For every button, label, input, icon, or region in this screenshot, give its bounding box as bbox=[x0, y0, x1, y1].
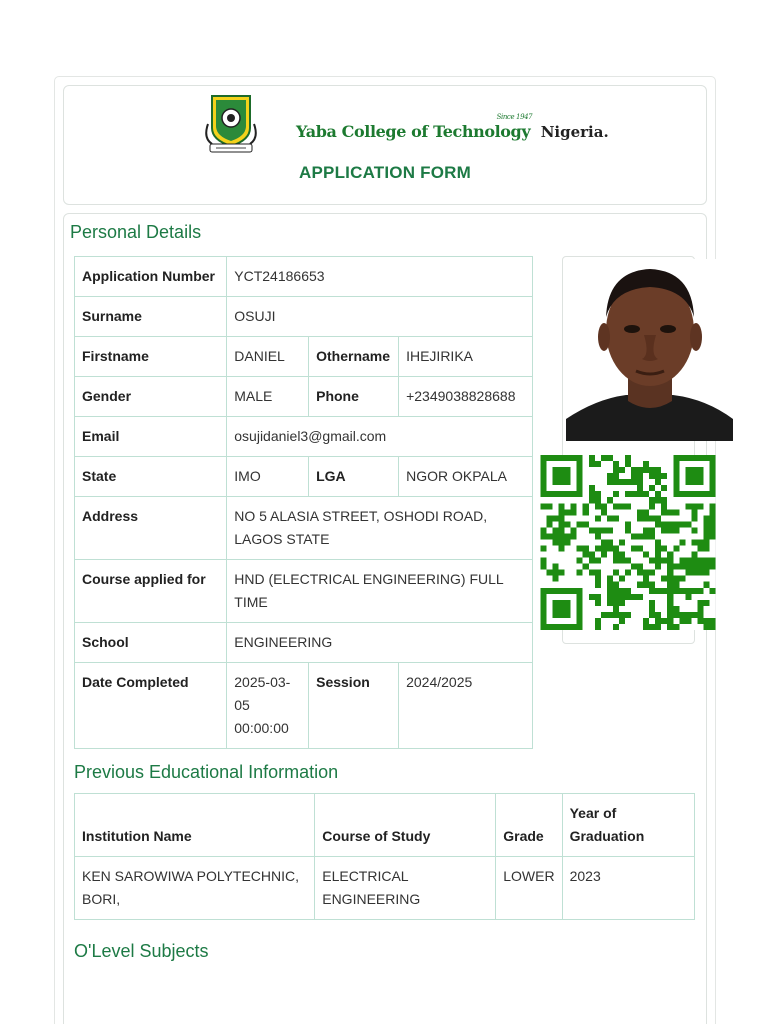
applicant-photo bbox=[566, 259, 733, 441]
othername-label: Othername bbox=[309, 337, 399, 377]
institution-cell: KEN SAROWIWA POLYTECHNIC, BORI, bbox=[75, 857, 315, 920]
college-name: Yaba College of Technology Since 1947 bbox=[296, 113, 533, 141]
year-of-graduation-header: Year of Graduation bbox=[562, 794, 694, 857]
personal-details-table bbox=[74, 256, 533, 749]
address-label: Address bbox=[75, 497, 227, 560]
school-value: ENGINEERING bbox=[227, 623, 533, 663]
table-row bbox=[75, 857, 695, 920]
table-row bbox=[75, 257, 533, 297]
address-value: NO 5 ALASIA STREET, OSHODI ROAD, LAGOS STATE bbox=[227, 497, 533, 560]
table-header-row bbox=[75, 794, 695, 857]
education-table bbox=[74, 793, 695, 920]
form-title: APPLICATION FORM bbox=[299, 163, 471, 182]
course-of-study-cell: ELECTRICAL ENGINEERING bbox=[315, 857, 496, 920]
session-label: Session bbox=[309, 663, 399, 749]
college-banner bbox=[296, 113, 609, 152]
application-number-label: Application Number bbox=[75, 257, 227, 297]
phone-label: Phone bbox=[309, 377, 399, 417]
state-value: IMO bbox=[227, 457, 309, 497]
course-of-study-header: Course of Study bbox=[315, 794, 496, 857]
state-label: State bbox=[75, 457, 227, 497]
surname-label: Surname bbox=[75, 297, 227, 337]
college-crest-logo bbox=[200, 94, 262, 156]
qr-code bbox=[539, 455, 717, 630]
course-applied-label: Course applied for bbox=[75, 560, 227, 623]
date-completed-value: 2025-03-05 00:00:00 bbox=[227, 663, 309, 749]
phone-value: +2349038828688 bbox=[399, 377, 533, 417]
institution-header: Institution Name bbox=[75, 794, 315, 857]
school-label: School bbox=[75, 623, 227, 663]
table-row bbox=[75, 337, 533, 377]
session-value: 2024/2025 bbox=[399, 663, 533, 749]
table-row bbox=[75, 623, 533, 663]
table-row bbox=[75, 377, 533, 417]
table-row bbox=[75, 417, 533, 457]
table-row bbox=[75, 663, 533, 749]
gender-label: Gender bbox=[75, 377, 227, 417]
grade-header: Grade bbox=[496, 794, 562, 857]
date-completed-label: Date Completed bbox=[75, 663, 227, 749]
college-country: Nigeria. bbox=[540, 123, 609, 141]
firstname-value: DANIEL bbox=[227, 337, 309, 377]
table-row bbox=[75, 457, 533, 497]
application-number-value: YCT24186653 bbox=[227, 257, 533, 297]
email-label: Email bbox=[75, 417, 227, 457]
gender-value: MALE bbox=[227, 377, 309, 417]
lga-value: NGOR OKPALA bbox=[399, 457, 533, 497]
surname-value: OSUJI bbox=[227, 297, 533, 337]
personal-details-title: Personal Details bbox=[70, 222, 202, 242]
table-row bbox=[75, 297, 533, 337]
course-applied-value: HND (ELECTRICAL ENGINEERING) FULL TIME bbox=[227, 560, 533, 623]
firstname-label: Firstname bbox=[75, 337, 227, 377]
email-value: osujidaniel3@gmail.com bbox=[227, 417, 533, 457]
olevel-subjects-title: O'Level Subjects bbox=[74, 941, 209, 961]
since-year: Since 1947 bbox=[496, 113, 533, 121]
grade-cell: LOWER bbox=[496, 857, 562, 920]
lga-label: LGA bbox=[309, 457, 399, 497]
table-row bbox=[75, 560, 533, 623]
othername-value: IHEJIRIKA bbox=[399, 337, 533, 377]
year-of-graduation-cell: 2023 bbox=[562, 857, 694, 920]
previous-education-title: Previous Educational Information bbox=[74, 762, 339, 782]
table-row bbox=[75, 497, 533, 560]
